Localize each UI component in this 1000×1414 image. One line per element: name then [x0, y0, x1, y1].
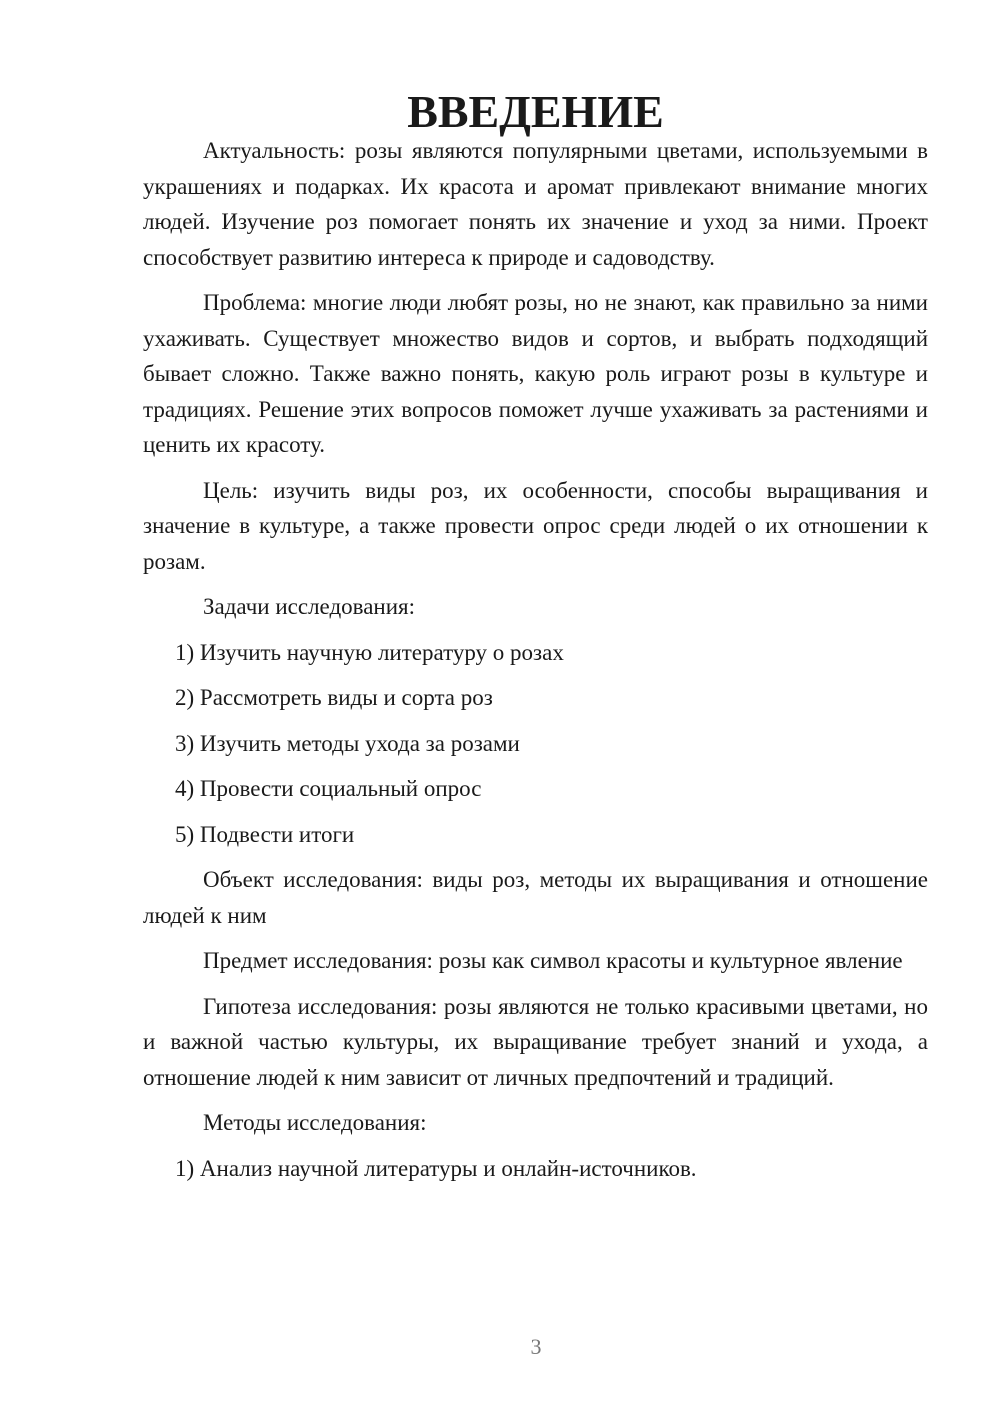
tasks-list — [143, 635, 928, 853]
method-item: 1) Анализ научной литературы и онлайн-источников. — [175, 1155, 697, 1181]
task-item: 2) Рассмотреть виды и сорта роз — [175, 685, 493, 710]
subject-paragraph: Предмет исследования: розы как символ красоты и культурное явление — [203, 948, 903, 973]
task-item: 4) Провести социальный опрос — [175, 776, 482, 801]
page-number: 3 — [530, 1334, 542, 1359]
task-item: 5) Подвести итоги — [175, 821, 355, 847]
hypothesis-paragraph: Гипотеза исследования: розы являются не только красивыми цветами, но и важной частью культуры, их выращивание требует знаний и ухода, а отношение людей к ним зависит от личных предпочтений и традиций. — [143, 993, 928, 1090]
tasks-title: Задачи исследования: — [203, 594, 416, 619]
problem-paragraph: Проблема: многие люди любят розы, но не знают, как правильно за ними ухаживать. Существует множество видов и сортов, и выбрать подходящий бывает сложно. Также важно понять, какую роль играют розы в культуре и традициях. Решение этих вопросов поможет лучше ухаживать за растениями и ценить их красоту. — [143, 290, 928, 457]
page-content — [143, 86, 928, 1186]
task-item: 1) Изучить научную литературу о розах — [175, 639, 564, 665]
goal-paragraph: Цель: изучить виды роз, их особенности, способы выращивания и значение в культуре, а также провести опрос среди людей о их отношении к розам. — [143, 477, 928, 574]
object-paragraph: Объект исследования: виды роз, методы их выращивания и отношение людей к ним — [143, 867, 928, 928]
methods-list — [143, 1151, 928, 1187]
methods-title: Методы исследования: — [203, 1110, 427, 1135]
relevance-paragraph: Актуальность: розы являются популярными цветами, используемыми в украшениях и подарках. Их красота и аромат привлекают внимание многих людей. Изучение роз помогает понять их значение и уход за ними. Проект способствует развитию интереса к природе и садоводству. — [143, 138, 928, 270]
page-heading: ВВЕДЕНИЕ — [407, 86, 664, 137]
task-item: 3) Изучить методы ухода за розами — [175, 730, 520, 756]
